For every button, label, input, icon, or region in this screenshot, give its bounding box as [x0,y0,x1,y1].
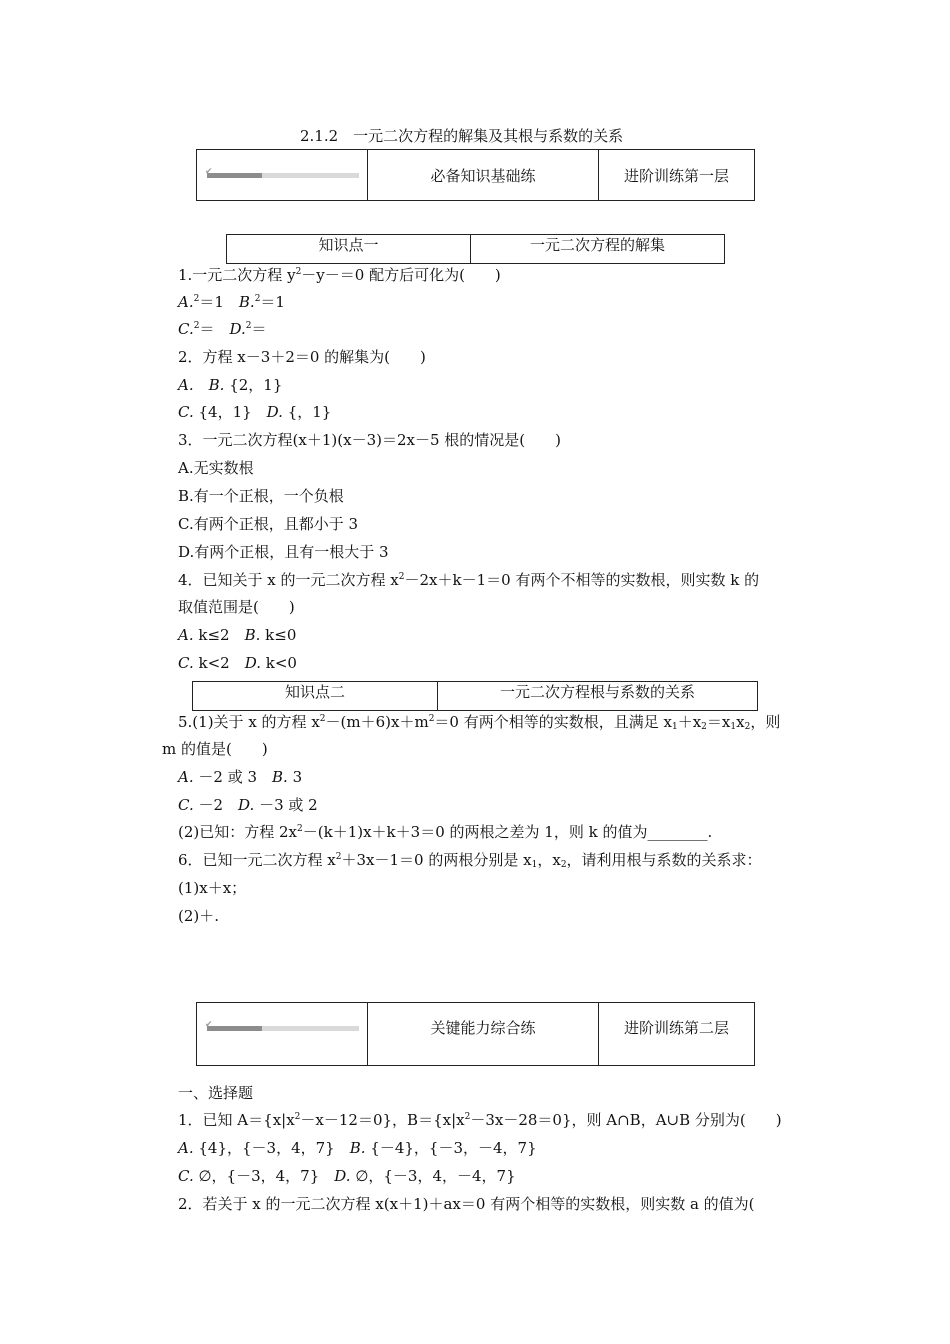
knowledge-point-label: 知识点一 [227,235,471,264]
question-3-option-b: B.有一个正根，一个负根 [178,487,344,505]
s2-question-1-options-cd: C. ∅，{－3，4，7} D. ∅，{－3，4，－4，7} [178,1167,516,1185]
question-1-options-ab: A.$^2$＝1 B.$^2$＝1 [178,293,285,311]
question-2-options-ab: A. B. {2，1} [178,376,283,394]
question-5-stem-line1: 5.(1)关于 x 的方程 $x^2-(m+6)x+m^2=0$ 有两个相等的实数根，且满足 $x_1+x_2=x_1x_2$，则 [178,713,781,732]
question-4-options-cd: C. k<2 D. k<0 [178,654,297,672]
section-2-heading: 一、选择题 [178,1084,254,1102]
question-1-stem: 1.一元二次方程 $y^2-y-=0$ 配方后可化为( ) [178,266,501,284]
progress-cell [197,1003,368,1066]
question-5-stem-line2: m 的值是( ) [162,740,268,758]
question-2-stem: 2．方程 x－3＋2＝0 的解集为( ) [178,348,426,366]
question-3-option-c: C.有两个正根，且都小于 3 [178,515,359,533]
knowledge-point-topic: 一元二次方程根与系数的关系 [438,682,758,711]
question-6-part-2: (2)＋. [178,907,220,925]
question-4-stem-line2: 取值范围是( ) [178,598,295,616]
knowledge-point-2 [192,681,758,711]
progress-bar [205,167,359,178]
s2-question-1-stem: 1．已知 $A=\{x|x^2-x-12=0\}$，$B=\{x|x^2-3x-28=0\}$，则 A∩B，A∪B 分别为( ) [178,1111,782,1129]
question-1-options-cd: C.$^2$＝ D.$^2$＝ [178,320,267,338]
knowledge-point-topic: 一元二次方程的解集 [471,235,725,264]
question-5-options-ab: A. －2 或 3 B. 3 [178,768,303,786]
page-title: 2.1.2 一元二次方程的解集及其根与系数的关系 [300,127,624,145]
progress-fill [207,173,262,178]
question-2-options-cd: C. {4，1} D. {，1} [178,403,332,421]
progress-cell [197,150,368,201]
question-6-part-1: (1)x＋x； [178,879,247,897]
knowledge-point-1 [226,234,725,264]
progress-fill [207,1026,262,1031]
section-level: 进阶训练第一层 [599,150,755,201]
question-6-stem: 6．已知一元二次方程 $x^2+3x-1=0$ 的两根分别是 $x_1$，$x_2$，请利用根与系数的关系求： [178,851,762,870]
check-icon: ✔ [205,167,213,177]
progress-bar [205,1020,359,1031]
section-header-basic [196,149,755,201]
section-name: 必备知识基础练 [368,150,599,201]
section-level: 进阶训练第二层 [599,1003,755,1066]
question-5-options-cd: C. －2 D. －3 或 2 [178,796,318,814]
check-icon: ✔ [205,1020,213,1030]
section-name: 关键能力综合练 [368,1003,599,1066]
question-3-option-d: D.有两个正根，且有一根大于 3 [178,543,389,561]
question-3-option-a: A.无实数根 [178,459,254,477]
question-5-part-2: (2)已知：方程 $2x^2-(k+1)x+k+3=0$ 的两根之差为 1，则 k 的值为________. [178,823,713,841]
s2-question-2-stem: 2．若关于 x 的一元二次方程 x(x＋1)＋ax＝0 有两个相等的实数根，则实数 a 的值为( [178,1195,755,1213]
question-3-stem: 3．一元二次方程(x＋1)(x－3)＝2x－5 根的情况是( ) [178,431,561,449]
question-4-options-ab: A. k≤2 B. k≤0 [178,626,297,644]
knowledge-point-label: 知识点二 [193,682,438,711]
section-header-advanced [196,1002,755,1066]
s2-question-1-options-ab: A. {4}，{－3，4，7} B. {－4}，{－3，－4，7} [178,1139,537,1157]
question-4-stem-line1: 4．已知关于 x 的一元二次方程 $x^2-2x+k-1=0$ 有两个不相等的实数根，则实数 k 的 [178,571,760,589]
